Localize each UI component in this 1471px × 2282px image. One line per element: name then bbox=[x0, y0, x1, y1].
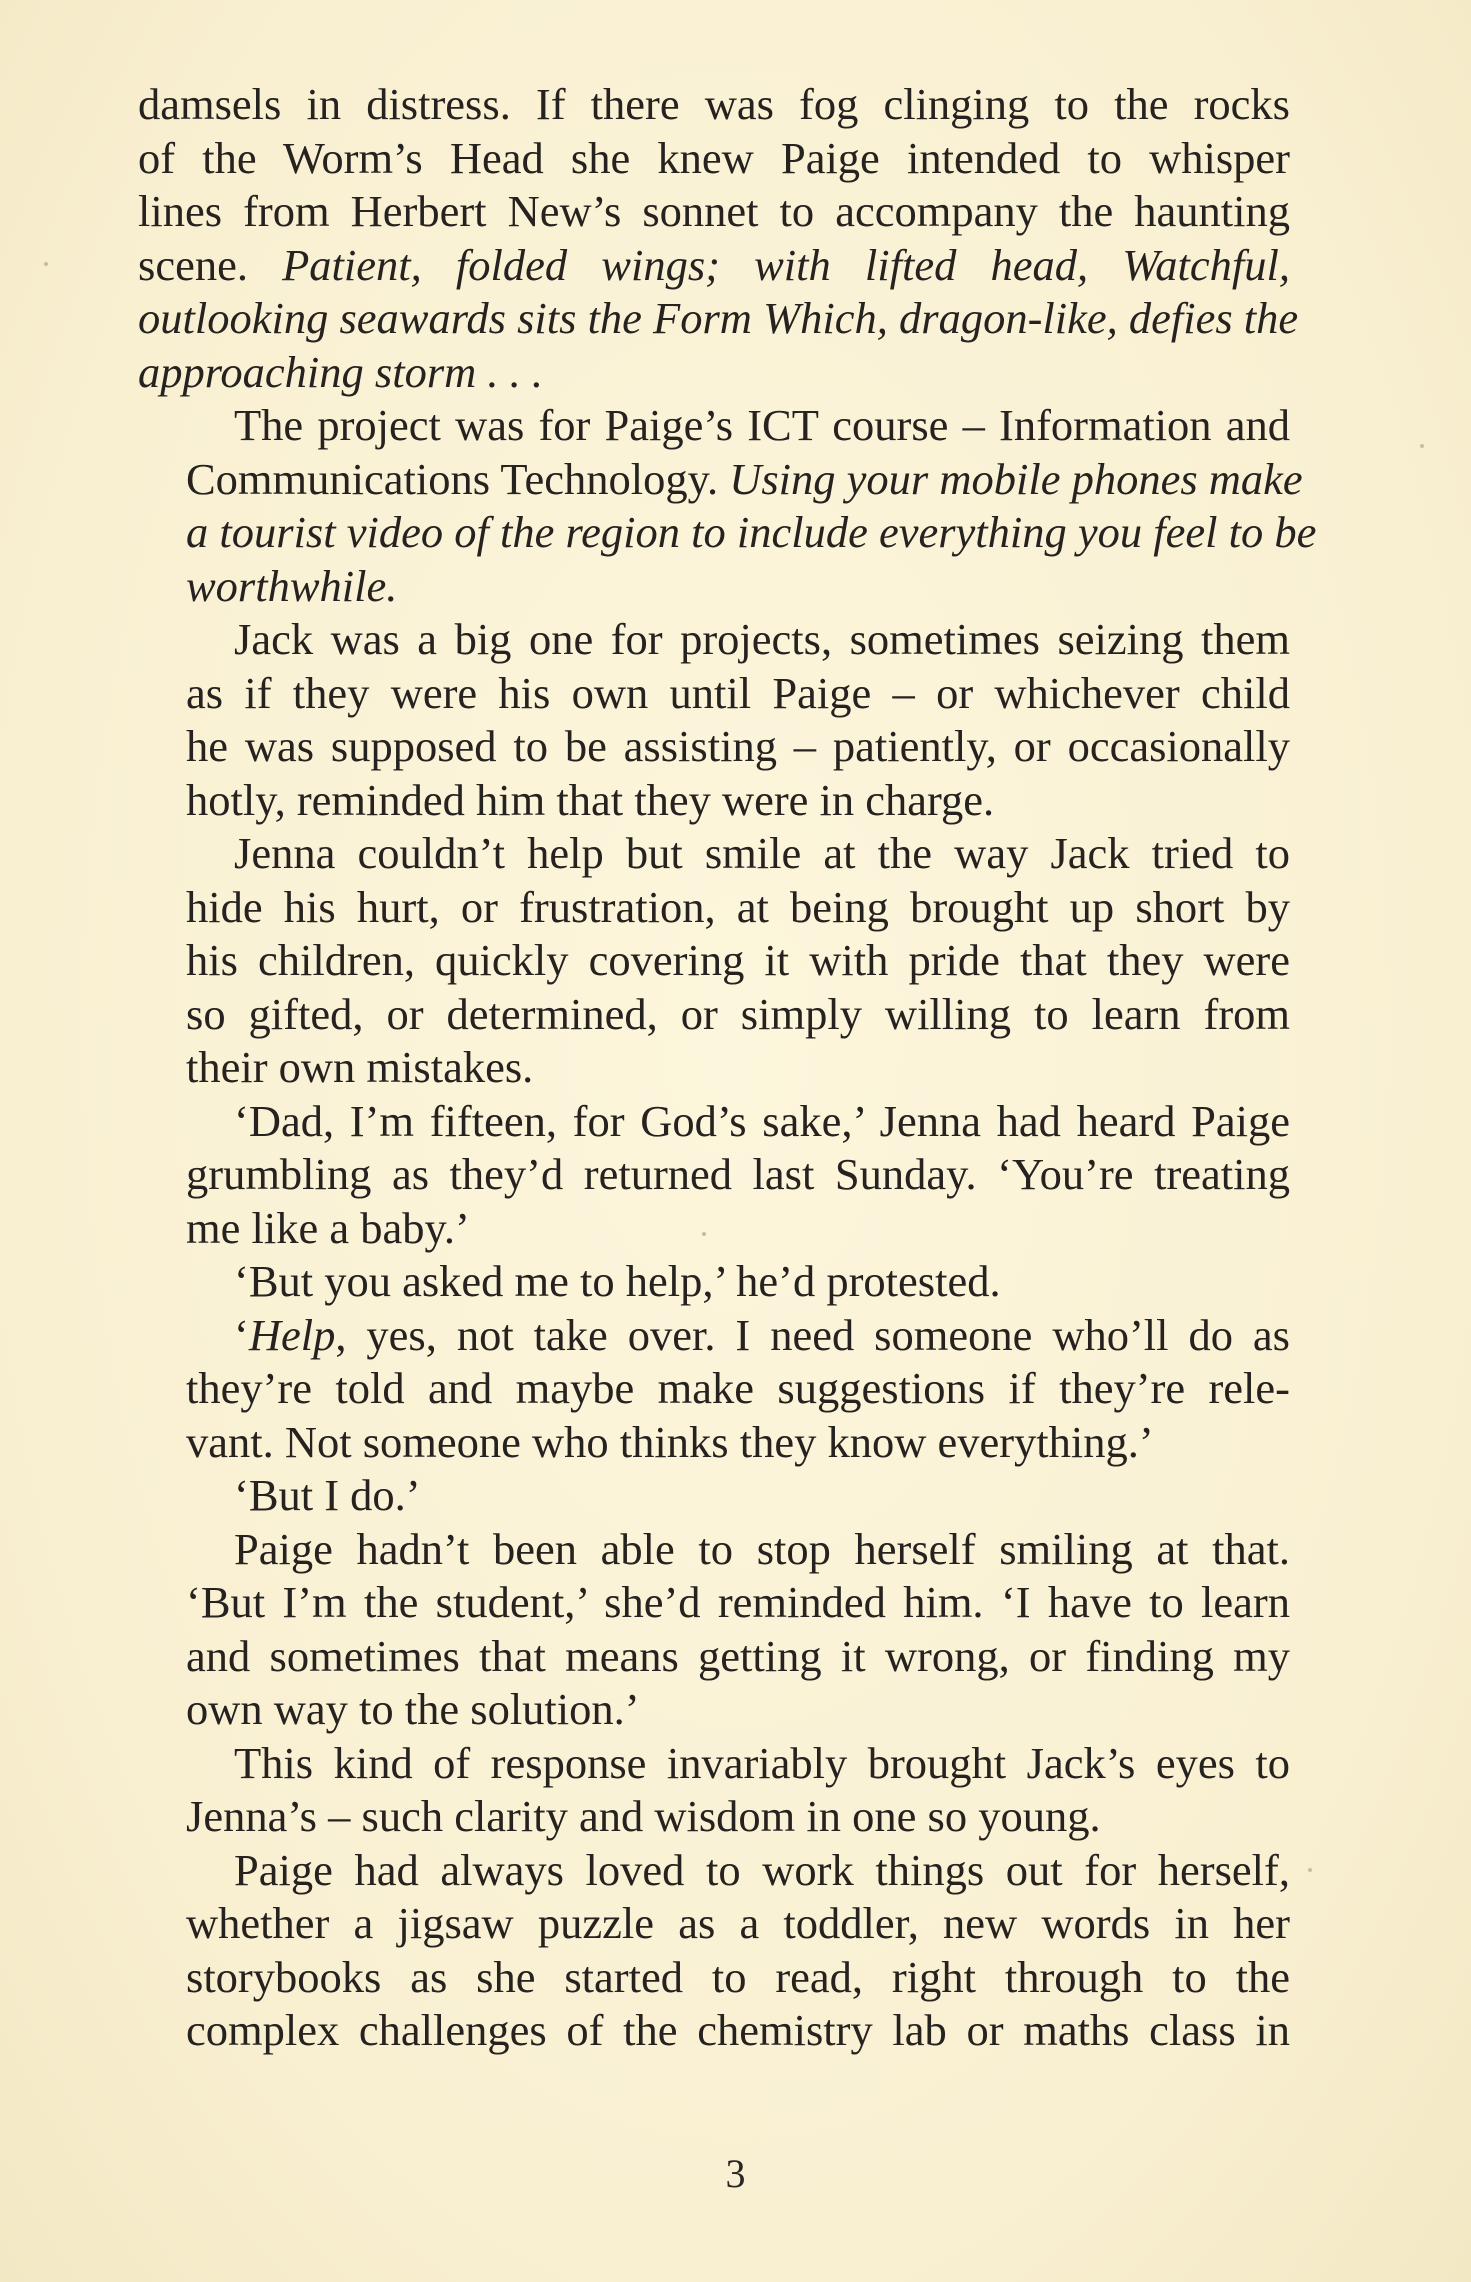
text-line: Paige hadn’t been able to stop herself smiling at that. bbox=[234, 1523, 1290, 1574]
paper-speck bbox=[702, 1232, 706, 1236]
text-line bbox=[138, 453, 1303, 507]
text-line: his children, quickly covering it with pride that they were bbox=[186, 935, 1290, 985]
paragraph-11 bbox=[138, 1844, 1290, 2058]
assignment-quote-line: a tourist video of the region to include everything you feel to be bbox=[186, 507, 1317, 557]
assignment-quote: Using your mobile phones make bbox=[729, 453, 1303, 504]
paragraph-9 bbox=[138, 1523, 1290, 1737]
text-line: storybooks as she started to read, right through to the bbox=[186, 1951, 1290, 2002]
text-line: me like a baby.’ bbox=[186, 1202, 470, 1253]
text-line: ‘Dad, I’m fifteen, for God’s sake,’ Jenna had heard Paige bbox=[234, 1095, 1290, 1146]
text-run: scene. bbox=[138, 239, 283, 290]
text-line: vant. Not someone who thinks they know everything.’ bbox=[186, 1416, 1154, 1467]
text-line: This kind of response invariably brought Jack’s eyes to bbox=[234, 1737, 1290, 1788]
text-line: Jenna couldn’t help but smile at the way Jack tried to bbox=[234, 828, 1290, 878]
body-text bbox=[138, 78, 1317, 2058]
assignment-quote-line: worthwhile. bbox=[186, 560, 398, 611]
sonnet-quote: Patient, folded wings; with lifted head, Watchful, bbox=[282, 239, 1291, 290]
text-line: grumbling as they’d returned last Sunday. ‘You’re treating bbox=[186, 1149, 1290, 1199]
text-line: The project was for Paige’s ICT course – Information and bbox=[234, 400, 1290, 450]
text-line: whether a jigsaw puzzle as a toddler, new words in her bbox=[186, 1898, 1290, 1948]
paragraph-2 bbox=[138, 399, 1317, 613]
text-line: complex challenges of the chemistry lab or maths class in bbox=[186, 2005, 1290, 2055]
paper-speck bbox=[44, 262, 48, 266]
paragraph-8 bbox=[138, 1469, 1290, 1523]
text-line: their own mistakes. bbox=[186, 1042, 534, 1092]
text-line: ‘But you asked me to help,’ he’d protested. bbox=[234, 1256, 1001, 1306]
text-line: and sometimes that means getting it wrong, or finding my bbox=[186, 1630, 1290, 1681]
text-line: hotly, reminded him that they were in charge. bbox=[186, 774, 995, 825]
text-line: own way to the solution.’ bbox=[186, 1684, 640, 1734]
text-line: Jack was a big one for projects, sometimes seizing them bbox=[234, 614, 1290, 664]
text-line bbox=[138, 1309, 1290, 1363]
text-line: so gifted, or determined, or simply willing to learn from bbox=[186, 988, 1290, 1039]
text-line: ‘But I’m the student,’ she’d reminded him. ‘I have to learn bbox=[186, 1577, 1290, 1627]
sonnet-quote-line: approaching storm . . . bbox=[138, 346, 544, 397]
text-run: , yes, not take over. I need someone who’ll do as bbox=[335, 1309, 1290, 1360]
paper-speck bbox=[1420, 444, 1424, 448]
text-line: ‘But I do.’ bbox=[234, 1470, 421, 1520]
text-line: hide his hurt, or frustration, at being brought up short by bbox=[186, 881, 1290, 932]
text-line bbox=[138, 239, 1290, 293]
text-line: he was supposed to be assisting – patiently, or occasionally bbox=[186, 721, 1290, 771]
emphasis-help: Help bbox=[248, 1309, 336, 1360]
text-line: lines from Herbert New’s sonnet to accompany the haunting bbox=[138, 186, 1290, 236]
text-line: of the Worm’s Head she knew Paige intended to whisper bbox=[138, 132, 1290, 183]
text-line: damsels in distress. If there was fog clinging to the rocks bbox=[138, 79, 1290, 129]
page-number: 3 bbox=[725, 2151, 746, 2196]
paragraph-6 bbox=[138, 1255, 1290, 1309]
text-run: Communications Technology. bbox=[186, 453, 730, 504]
paragraph-4 bbox=[138, 827, 1290, 1095]
paragraph-7 bbox=[138, 1309, 1290, 1470]
sonnet-quote-line: outlooking seawards sits the Form Which, dragon-like, defies the bbox=[138, 293, 1299, 343]
text-run: ‘ bbox=[234, 1309, 249, 1360]
paragraph-1 bbox=[138, 78, 1299, 399]
text-line: as if they were his own until Paige – or whichever child bbox=[186, 667, 1290, 718]
text-line: Jenna’s – such clarity and wisdom in one so young. bbox=[186, 1791, 1101, 1841]
paper-speck bbox=[1308, 1868, 1312, 1872]
paragraph-10 bbox=[138, 1737, 1290, 1844]
text-line: Paige had always loved to work things out for herself, bbox=[234, 1844, 1290, 1895]
paragraph-3 bbox=[138, 613, 1290, 827]
paragraph-5 bbox=[138, 1095, 1290, 1256]
text-line: they’re told and maybe make suggestions if they’re rele- bbox=[186, 1363, 1290, 1413]
